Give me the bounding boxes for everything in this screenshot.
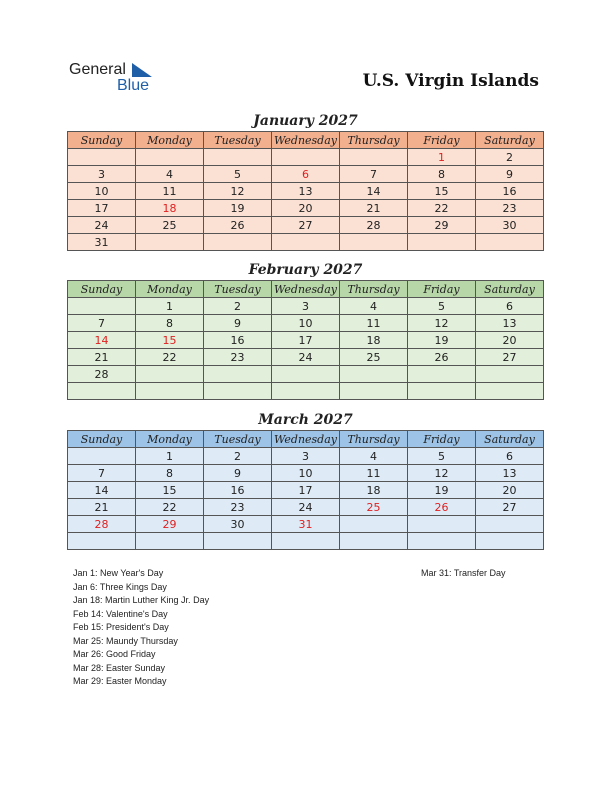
week-row (68, 183, 544, 200)
day-cell: 10 (68, 183, 136, 200)
week-row (68, 516, 544, 533)
day-cell: 22 (136, 349, 204, 366)
day-cell: 18 (340, 482, 408, 499)
holiday-entry: Mar 29: Easter Monday (73, 676, 167, 686)
day-cell: 6 (476, 298, 544, 315)
day-cell: 24 (68, 217, 136, 234)
day-cell (476, 516, 544, 533)
day-cell (272, 383, 340, 400)
day-cell (68, 298, 136, 315)
day-cell (136, 533, 204, 550)
day-cell: 12 (408, 465, 476, 482)
day-cell: 27 (272, 217, 340, 234)
day-cell: 11 (136, 183, 204, 200)
calendar-table (67, 131, 544, 251)
day-cell: 7 (68, 465, 136, 482)
day-cell: 25 (136, 217, 204, 234)
day-cell: 23 (204, 349, 272, 366)
week-row (68, 332, 544, 349)
day-cell (476, 383, 544, 400)
weekday-header: Sunday (68, 281, 136, 298)
day-cell: 2 (476, 149, 544, 166)
day-cell (136, 234, 204, 251)
day-cell (408, 516, 476, 533)
day-cell: 28 (68, 516, 136, 533)
day-cell (340, 533, 408, 550)
day-cell: 20 (476, 482, 544, 499)
day-cell: 7 (68, 315, 136, 332)
day-cell (340, 516, 408, 533)
calendar-table (67, 280, 544, 400)
weekday-header: Thursday (340, 431, 408, 448)
day-cell (340, 366, 408, 383)
day-cell: 16 (204, 332, 272, 349)
day-cell: 12 (204, 183, 272, 200)
logo-text-blue: Blue (117, 77, 150, 94)
day-cell: 18 (136, 200, 204, 217)
weekday-header: Wednesday (272, 132, 340, 149)
weekday-header: Wednesday (272, 281, 340, 298)
weekday-header: Thursday (340, 281, 408, 298)
day-cell (204, 383, 272, 400)
day-cell (272, 533, 340, 550)
day-cell: 13 (272, 183, 340, 200)
day-cell: 2 (204, 448, 272, 465)
day-cell: 29 (408, 217, 476, 234)
day-cell: 7 (340, 166, 408, 183)
day-cell: 26 (408, 499, 476, 516)
day-cell: 11 (340, 315, 408, 332)
day-cell: 11 (340, 465, 408, 482)
day-cell: 13 (476, 465, 544, 482)
day-cell: 10 (272, 465, 340, 482)
day-cell (204, 366, 272, 383)
day-cell: 22 (408, 200, 476, 217)
day-cell: 14 (340, 183, 408, 200)
month-title: February 2027 (248, 262, 363, 278)
week-row (68, 448, 544, 465)
day-cell: 18 (340, 332, 408, 349)
weekday-header: Friday (408, 132, 476, 149)
day-cell: 29 (136, 516, 204, 533)
day-cell: 15 (136, 482, 204, 499)
weekday-header: Saturday (476, 431, 544, 448)
holiday-list-right (421, 567, 506, 581)
day-cell (204, 234, 272, 251)
day-cell (68, 383, 136, 400)
week-row (68, 315, 544, 332)
week-row (68, 349, 544, 366)
day-cell: 17 (68, 200, 136, 217)
day-cell: 25 (340, 349, 408, 366)
day-cell: 19 (204, 200, 272, 217)
day-cell: 30 (204, 516, 272, 533)
week-row (68, 234, 544, 251)
day-cell: 19 (408, 332, 476, 349)
day-cell: 3 (68, 166, 136, 183)
weekday-header-row (68, 132, 544, 149)
holiday-entry: Mar 31: Transfer Day (421, 568, 506, 578)
day-cell (340, 383, 408, 400)
day-cell: 17 (272, 332, 340, 349)
day-cell: 16 (204, 482, 272, 499)
day-cell: 6 (476, 448, 544, 465)
weekday-header: Tuesday (204, 281, 272, 298)
day-cell (408, 366, 476, 383)
day-cell: 25 (340, 499, 408, 516)
day-cell: 16 (476, 183, 544, 200)
day-cell: 8 (136, 465, 204, 482)
weekday-header: Saturday (476, 132, 544, 149)
weekday-header: Thursday (340, 132, 408, 149)
day-cell (204, 149, 272, 166)
holiday-entry: Feb 15: President's Day (73, 622, 169, 632)
day-cell: 2 (204, 298, 272, 315)
day-cell: 28 (340, 217, 408, 234)
day-cell: 21 (68, 349, 136, 366)
week-row (68, 200, 544, 217)
week-row (68, 465, 544, 482)
month-title: March 2027 (258, 412, 353, 428)
weekday-header: Sunday (68, 132, 136, 149)
day-cell: 4 (340, 448, 408, 465)
day-cell: 4 (136, 166, 204, 183)
week-row (68, 499, 544, 516)
day-cell: 12 (408, 315, 476, 332)
day-cell: 4 (340, 298, 408, 315)
day-cell: 15 (136, 332, 204, 349)
day-cell: 19 (408, 482, 476, 499)
holiday-entry: Feb 14: Valentine's Day (73, 608, 168, 619)
day-cell: 30 (476, 217, 544, 234)
weekday-header: Tuesday (204, 431, 272, 448)
logo-triangle-icon (132, 63, 152, 77)
day-cell: 1 (136, 448, 204, 465)
day-cell: 20 (476, 332, 544, 349)
holiday-entry: Jan 18: Martin Luther King Jr. Day (73, 595, 210, 605)
day-cell (136, 383, 204, 400)
month-march (67, 411, 544, 550)
day-cell: 5 (204, 166, 272, 183)
day-cell (476, 234, 544, 251)
day-cell: 3 (272, 448, 340, 465)
day-cell: 20 (272, 200, 340, 217)
day-cell: 17 (272, 482, 340, 499)
week-row (68, 217, 544, 234)
week-row (68, 533, 544, 550)
holiday-entry: Mar 25: Maundy Thursday (73, 635, 178, 646)
day-cell (272, 149, 340, 166)
day-cell: 21 (68, 499, 136, 516)
calendar-table (67, 430, 544, 550)
day-cell (68, 149, 136, 166)
day-cell (272, 234, 340, 251)
day-cell: 3 (272, 298, 340, 315)
day-cell (476, 533, 544, 550)
day-cell: 8 (136, 315, 204, 332)
holiday-entry: Mar 26: Good Friday (73, 649, 156, 659)
weekday-header: Wednesday (272, 431, 340, 448)
week-row (68, 366, 544, 383)
holiday-entry: Mar 28: Easter Sunday (73, 662, 166, 673)
day-cell: 13 (476, 315, 544, 332)
day-cell: 14 (68, 482, 136, 499)
weekday-header: Tuesday (204, 132, 272, 149)
weekday-header: Friday (408, 281, 476, 298)
day-cell: 1 (408, 149, 476, 166)
day-cell: 23 (476, 200, 544, 217)
week-row (68, 166, 544, 183)
day-cell (408, 383, 476, 400)
weekday-header: Monday (136, 132, 204, 149)
week-row (68, 383, 544, 400)
weekday-header: Friday (408, 431, 476, 448)
week-row (68, 298, 544, 315)
day-cell (476, 366, 544, 383)
day-cell: 22 (136, 499, 204, 516)
weekday-header-row (68, 281, 544, 298)
weekday-header: Sunday (68, 431, 136, 448)
day-cell: 24 (272, 499, 340, 516)
day-cell: 27 (476, 349, 544, 366)
weekday-header: Monday (136, 431, 204, 448)
day-cell: 9 (204, 465, 272, 482)
day-cell: 15 (408, 183, 476, 200)
month-january (67, 112, 544, 251)
month-february (67, 261, 544, 400)
day-cell: 14 (68, 332, 136, 349)
weekday-header-row (68, 431, 544, 448)
holiday-entry: Jan 6: Three Kings Day (73, 581, 167, 592)
day-cell: 23 (204, 499, 272, 516)
day-cell (272, 366, 340, 383)
day-cell: 6 (272, 166, 340, 183)
day-cell: 5 (408, 298, 476, 315)
day-cell: 9 (204, 315, 272, 332)
day-cell: 28 (68, 366, 136, 383)
day-cell: 26 (408, 349, 476, 366)
weekday-header: Saturday (476, 281, 544, 298)
weekday-header: Monday (136, 281, 204, 298)
day-cell: 31 (272, 516, 340, 533)
holiday-entry: Jan 1: New Year's Day (73, 568, 164, 578)
day-cell: 24 (272, 349, 340, 366)
day-cell (204, 533, 272, 550)
region-title: U.S. Virgin Islands (362, 71, 539, 91)
day-cell (68, 533, 136, 550)
day-cell: 1 (136, 298, 204, 315)
day-cell (408, 533, 476, 550)
day-cell (136, 149, 204, 166)
day-cell: 21 (340, 200, 408, 217)
day-cell (340, 149, 408, 166)
logo (69, 61, 169, 97)
day-cell: 26 (204, 217, 272, 234)
day-cell: 27 (476, 499, 544, 516)
week-row (68, 482, 544, 499)
week-row (68, 149, 544, 166)
day-cell: 9 (476, 166, 544, 183)
day-cell: 8 (408, 166, 476, 183)
day-cell (408, 234, 476, 251)
holiday-list-left (73, 567, 209, 689)
day-cell: 10 (272, 315, 340, 332)
day-cell: 5 (408, 448, 476, 465)
month-title: January 2027 (253, 113, 358, 129)
day-cell: 31 (68, 234, 136, 251)
day-cell (68, 448, 136, 465)
logo-text-general: General (69, 61, 126, 78)
day-cell (136, 366, 204, 383)
day-cell (340, 234, 408, 251)
